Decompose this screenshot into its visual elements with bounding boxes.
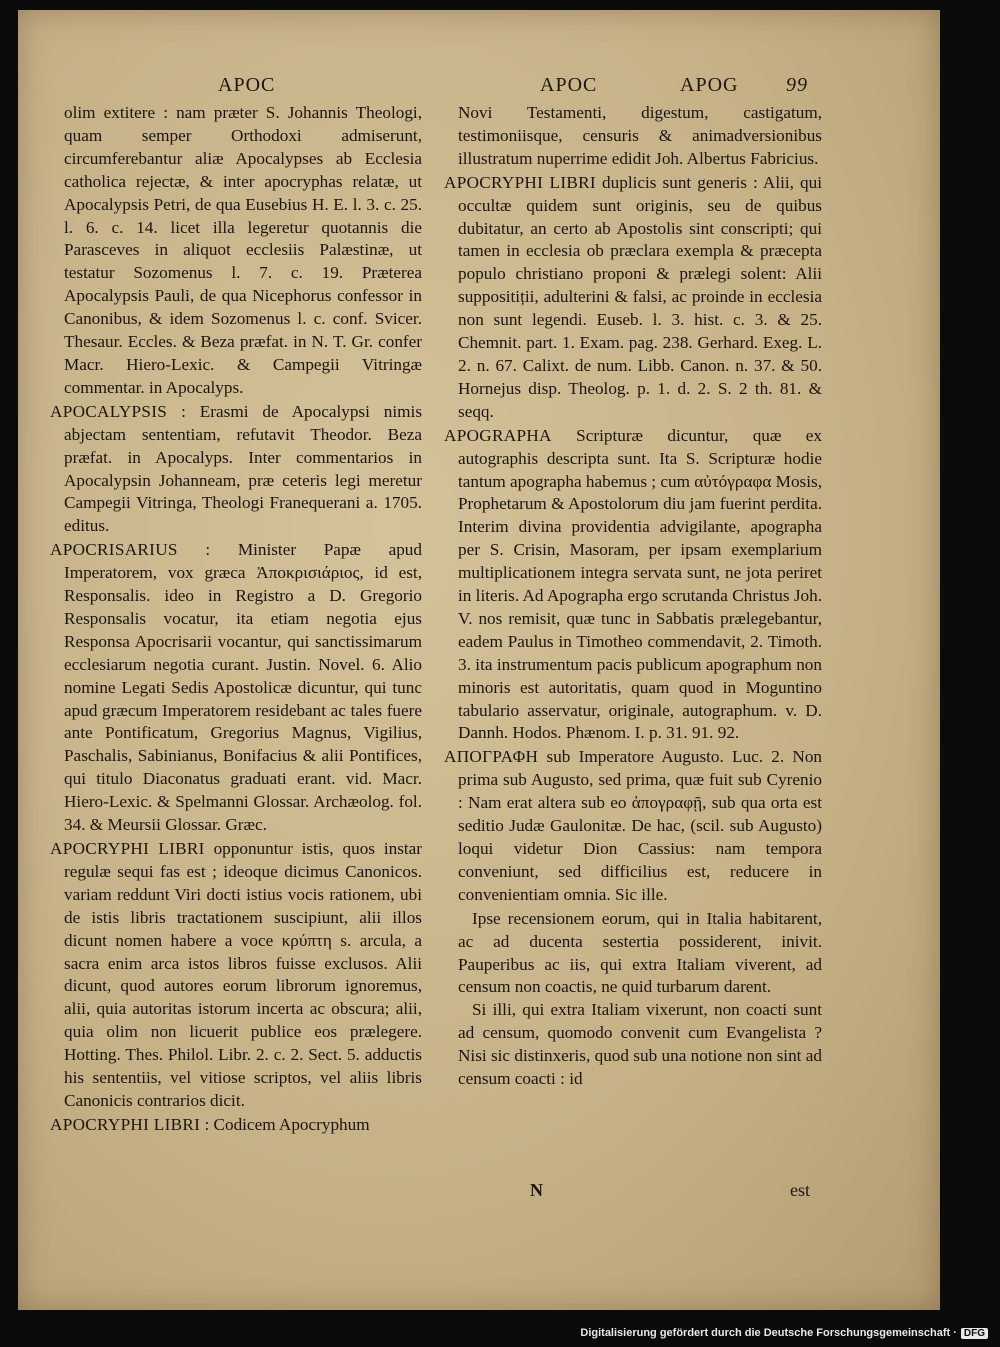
- entry-head: ΑΠΟΓΡΑΦΗ: [444, 747, 539, 767]
- left-column: [50, 102, 422, 1138]
- page-number: 99: [786, 74, 808, 96]
- right-column: [444, 102, 822, 1091]
- digitization-credit: [580, 1327, 988, 1339]
- header-right: APOG: [680, 74, 739, 96]
- entry: APOCRYPHI LIBRI : Codicem Apocryphum: [50, 1114, 370, 1134]
- entry: Novi Testamenti, digestum, castigatum, testimoniisque, censuris & animadversionibus illustratum nuperrime edidit Joh. Albertus Fabricius.: [458, 103, 822, 168]
- entry-head: APOGRAPHA: [444, 425, 552, 445]
- running-header: [18, 74, 940, 104]
- entry-head: APOCALYPSIS: [50, 401, 168, 421]
- header-middle: APOC: [540, 74, 598, 96]
- entry: APOCRYPHI LIBRI opponuntur istis, quos instar regulæ sequi fas est ; ideoque dicimus Canonicos. variam reddunt Viri docti istius vocis rationem, ubi de istis libris tractationem suscipiunt, alii illos dicunt nomen habere a voce κρύπτη s. arcula, a sacra enim arca istos libros fuisse exclusos. Alii dicunt, quod autores eorum librorum ignoremus, alii, quia autoritas istorum incerta ac obscura; alii, quia olim non licuerit publice eos prælegere. Hotting. Thes. Philol. Libr. 2. c. 2. Sect. 5. adductis his sententiis, vel vitiose scriptos, vel aliis libris Canonicis contrarios dicit.: [50, 839, 423, 1110]
- entry-head: APOCRISARIUS: [50, 540, 178, 560]
- entry: APOCRYPHI LIBRI duplicis sunt generis : Alii, qui occultæ quidem sunt originis, seu de quibus dubitatur, an certo ab Apostolis sint conscripti; qui tamen in ecclesia ob præclara exempla & præcepta populo christiano proponi & prælegi solent: Alii suppositiții, adulterini & falsi, ac proinde in ecclesia non sunt legendi. Euseb. l. 3. hist. c. 3. & 25. Chemnit. part. 1. Exam. pag. 238. Gerhard. Exeg. L. 2. n. 67. Calixt. de num. Libb. Canon. n. 37. & 50. Hornejus disp. Theolog. p. 1. d. 2. S. 2 th. 81. & seqq.: [444, 172, 822, 421]
- entry: APOGRAPHA Scripturæ dicuntur, quæ ex autographis descripta sunt. Ita S. Scripturæ hodie tantum apographa habemus ; cum αὐτόγραφα Mosis, Prophetarum & Apostolorum diu jam fuerint perdita. Interim divina providentia advigilante, apographa per S. Crisin, Masoram, per ipsam exemplarium multiplicationem integra servata sunt, ne jota periret in literis. Ad Apographa ergo scrutanda Christus Joh. V. nos remisit, quæ tunc in Sabbatis prælegebantur, eadem Paulus in Timotheo commendavit, 2. Timoth. 3. ita instrumentum pacis publicum apographum non minoris est autoritatis, quam quod in Moguntino tabulario asservatur, originale, autographum. v. D. Dannh. Hodos. Phænom. I. p. 31. 91. 92.: [444, 425, 823, 743]
- catchword: est: [790, 1180, 810, 1200]
- header-left: APOC: [218, 74, 276, 96]
- entry: APOCALYPSIS : Erasmi de Apocalypsi nimis abjectam sententiam, refutavit Theodor. Beza præfat. in Apocalyps. Inter commentarios in Apocalypsin Johanneam, præ ceteris legi meretur Campegii Vitringa, Theologi Franequerani a. 1705. editus.: [50, 401, 423, 536]
- scanned-page: [18, 10, 940, 1310]
- paragraph: Si illi, qui extra Italiam vixerunt, non coacti sunt ad censum, quomodo convenit cum Evangelista ? Nisi sic distinxeris, quod sub una notione non sint ad censum coacti : id: [458, 1000, 822, 1089]
- entry: olim extitere : nam præter S. Johannis Theologi, quam semper Orthodoxi admiserunt, circumferebantur aliæ Apocalypses ab Ecclesia catholica rejectæ, & inter apocryphas relatæ, ut Apocalypsis Petri, de qua Eusebius H. E. l. 3. c. 25. l. 6. c. 14. licet illa legeretur quotannis die Parasceves in aliquot ecclesiis Palæstinæ, ut testatur Sozomenus l. 7. c. 19. Præterea Apocalypsis Pauli, de qua Nicephorus confessor in Canonibus, & idem Sozomenus l. c. conf. Svicer. Thesaur. Eccles. & Beza præfat. in N. T. Gr. confer Macr. Hiero-Lexic. & Campegii Vitringæ commentar. in Apocalyps.: [64, 103, 422, 397]
- credit-text: Digitalisierung gefördert durch die Deutsche Forschungsgemeinschaft ·: [580, 1327, 957, 1339]
- entry: APOCRISARIUS : Minister Papæ apud Imperatorem, vox græca Ἀποκρισιάριος, id est, Responsalis. ideo in Registro a D. Gregorio Responsalis vocatur, ita etiam negotia ejus Responsa Apocrisarii vocantur, qui sanctissimarum ecclesiarum negotia curant. Justin. Novel. 6. Alio nomine Legati Sedis Apostolicæ dicuntur, qui tunc apud græcum Imperatorem residebant ac tales fuere ante Pontificatum, Gregorius Magnus, Vigilius, Paschalis, Sabinianus, Bonifacius & alii Pontifices, qui titulo Diaconatus graduati erant. vid. Macr. Hiero-Lexic. & Spelmanni Glossar. Archæolog. fol. 34. & Meursii Glossar. Græc.: [50, 540, 422, 835]
- entry-head: APOCRYPHI LIBRI: [50, 839, 205, 858]
- paragraph: Ipse recensionem eorum, qui in Italia habitarent, ac ad ducenta sestertia possiderent, inivit. Pauperibus ac iis, qui extra Italiam viverent, ad censum non coactis, ne quid turbarum darent.: [458, 908, 822, 997]
- dfg-logo: DFG: [961, 1328, 988, 1339]
- entry: ΑΠΟΓΡΑΦΗ sub Imperatore Augusto. Luc. 2. Non prima sub Augusto, sed prima, quæ fuit sub Cyrenio : Nam erat altera sub eo ἀπογραφῇ, sub qua orta est seditio Judæ Gaulonitæ. De hac, (scil. sub Augusto) loqui videtur Dion Cassius: nam tempora conveniunt, sed difficilius est, reducere in convenientiam omnia. Sic ille.: [444, 747, 823, 904]
- signature-mark: N: [530, 1180, 543, 1200]
- entry-head: APOCRYPHI LIBRI: [444, 172, 596, 192]
- entry-head: APOCRYPHI LIBRI: [50, 1114, 201, 1134]
